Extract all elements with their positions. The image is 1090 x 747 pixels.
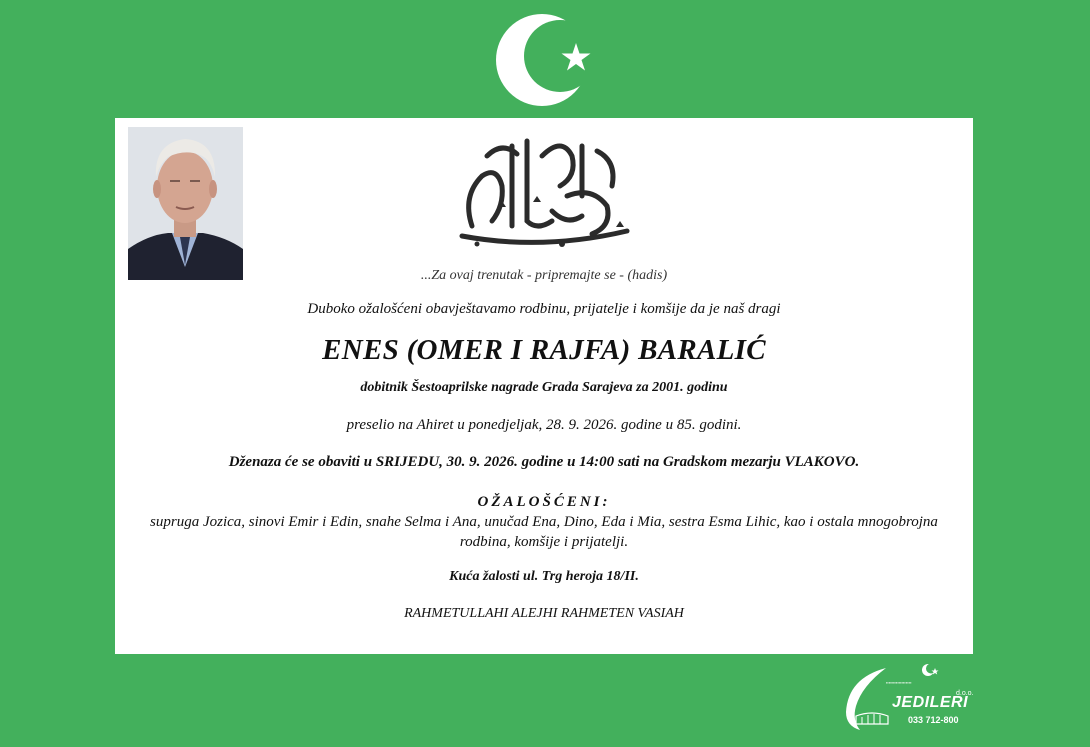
house-of-mourning: Kuća žalosti ul. Trg heroja 18/II.: [449, 569, 639, 584]
logo-tagline: ▪▪▪▪▪▪▪▪▪▪▪▪▪▪▪▪▪▪: [886, 680, 912, 685]
calligraphy-emblem: [442, 126, 642, 258]
death-notice: preselio na Ahiret u ponedjeljak, 28. 9. 2026. godine u 85. godini.: [346, 417, 742, 433]
mourners-list: supruga Jozica, sinovi Emir i Edin, snahe Selma i Ana, unučad Ena, Dino, Eda i Mia, sestra Esma Lihic, kao i ostala mnogobrojna rodbina, komšije i prijatelji.: [150, 514, 938, 550]
logo-name: JEDILERI: [892, 694, 969, 711]
portrait-photo: [128, 127, 243, 280]
funeral-home-logo: [842, 660, 977, 732]
logo-phone: 033 712-800: [908, 715, 959, 725]
hadis-quote: ...Za ovaj trenutak - pripremajte se - (hadis): [420, 268, 668, 283]
deceased-name: ENES (OMER I RAJFA) BARALIĆ: [322, 334, 766, 366]
award-text: dobitnik Šestoaprilske nagrade Grada Sarajeva za 2001. godinu: [360, 380, 728, 395]
mourners-heading: OŽALOŠĆENI:: [477, 494, 611, 510]
crescent-star-icon: [494, 12, 596, 108]
obituary-card: [115, 118, 973, 654]
closing-prayer: RAHMETULLAHI ALEJHI RAHMETEN VASIAH: [404, 606, 684, 621]
intro-text: Duboko ožalošćeni obavještavamo rodbinu, prijatelje i komšije da je naš dragi: [307, 301, 781, 317]
logo-suffix: d.o.o.: [956, 690, 974, 697]
funeral-details: Dženaza će se obaviti u SRIJEDU, 30. 9. 2026. godine u 14:00 sati na Gradskom mezarju VLAKOVO.: [228, 454, 860, 470]
